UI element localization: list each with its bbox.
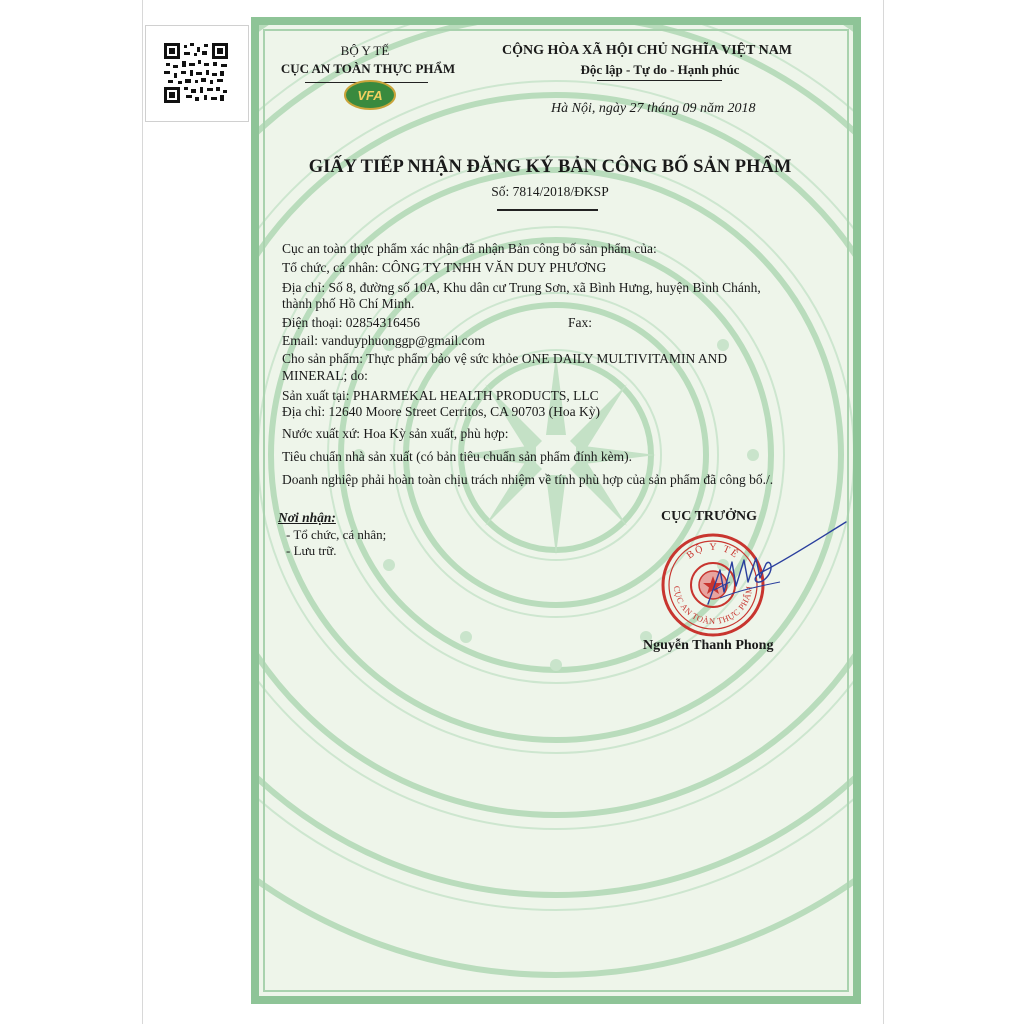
body-origin: Nước xuất xứ: Hoa Kỳ sản xuất, phù hợp: — [282, 426, 509, 441]
motto-underline — [597, 80, 722, 81]
ministry-name: BỘ Y TẾ — [340, 43, 390, 58]
vfa-logo — [343, 79, 397, 111]
seal-top-text: BỘ Y TẾ — [684, 541, 742, 562]
agency-name: CỤC AN TOÀN THỰC PHẨM — [280, 61, 456, 76]
national-motto: Độc lập - Tự do - Hạnh phúc — [580, 62, 740, 77]
recipient-item: - Lưu trữ. — [286, 543, 337, 558]
body-email: Email: vanduyphuonggp@gmail.com — [282, 333, 485, 348]
body-product-line-1: Cho sản phẩm: Thực phẩm bảo vệ sức khỏe ONE DAILY MULTIVITAMIN AND — [282, 351, 728, 366]
body-address-line-2: thành phố Hồ Chí Minh. — [282, 296, 415, 311]
recipients-heading: Nơi nhận: — [278, 510, 336, 525]
vfa-logo-text: VFA — [357, 88, 383, 103]
body-fax: Fax: — [568, 315, 593, 330]
recipient-item: - Tổ chức, cá nhân; — [286, 527, 387, 542]
qr-code-box — [145, 25, 249, 122]
republic-name: CỘNG HÒA XÃ HỘI CHỦ NGHĨA VIỆT NAM — [502, 43, 793, 58]
handwritten-signature — [690, 520, 850, 620]
signatory-name: Nguyễn Thanh Phong — [643, 638, 774, 653]
body-organization: Tổ chức, cá nhân: CÔNG TY TNHH VĂN DUY PHƯƠNG — [282, 260, 607, 275]
signatory-title: CỤC TRƯỞNG — [661, 509, 758, 524]
body-intro: Cục an toàn thực phẩm xác nhận đã nhận Bản công bố sản phẩm của: — [282, 241, 657, 256]
qr-code-icon — [164, 43, 228, 103]
body-manufacturer-address: Địa chỉ: 12640 Moore Street Cerritos, CA 90703 (Hoa Kỳ) — [282, 404, 600, 419]
body-phone: Điện thoại: 02854316456 — [282, 315, 420, 330]
body-manufacturer: Sản xuất tại: PHARMEKAL HEALTH PRODUCTS, LLC — [282, 388, 599, 403]
body-standard: Tiêu chuẩn nhà sản xuất (có bản tiêu chuẩn sản phẩm đính kèm). — [282, 449, 633, 464]
title-underline — [497, 209, 598, 211]
body-address-line-1: Địa chỉ: Số 8, đường số 10A, Khu dân cư Trung Sơn, xã Bình Hưng, huyện Bình Chánh, — [282, 280, 761, 295]
seal-bottom-text: CỤC AN TOÀN THỰC PHẨM — [671, 585, 755, 627]
certificate-title: GIẤY TIẾP NHẬN ĐĂNG KÝ BẢN CÔNG BỐ SẢN PHẨM — [308, 157, 792, 177]
certificate-number: Số: 7814/2018/ĐKSP — [491, 184, 609, 199]
place-date: Hà Nội, ngày 27 tháng 09 năm 2018 — [551, 101, 756, 116]
body-product-line-2: MINERAL; do: — [282, 368, 368, 383]
body-responsibility: Doanh nghiệp phải hoàn toàn chịu trách nhiệm về tính phù hợp của sản phẩm đã công bố./. — [282, 472, 774, 487]
